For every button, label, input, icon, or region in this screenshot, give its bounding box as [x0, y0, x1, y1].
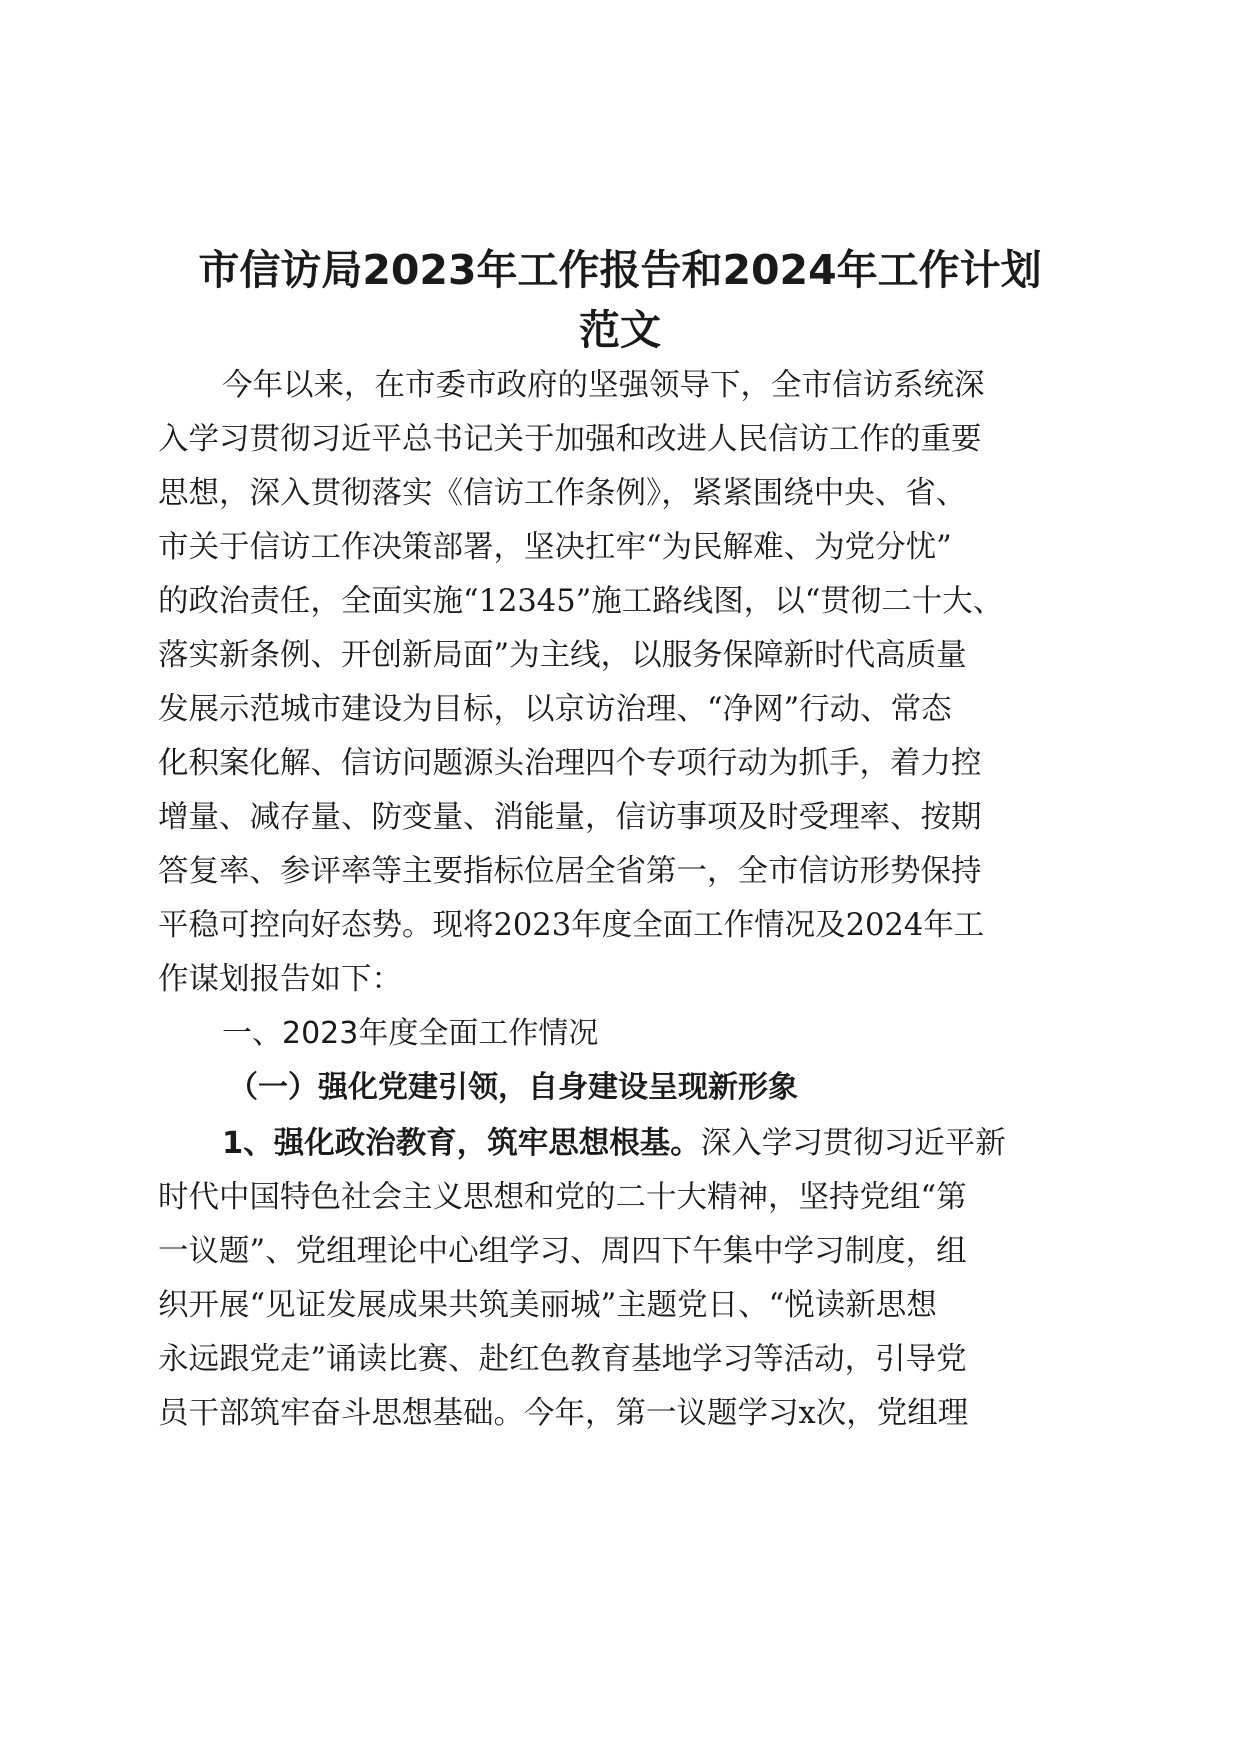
intro-line: 作谋划报告如下：	[158, 962, 402, 997]
intro-line: 答复率、参评率等主要指标位居全省第一，全市信访形势保持	[158, 854, 982, 889]
intro-line: 入学习贯彻习近平总书记关于加强和改进人民信访工作的重要	[158, 422, 982, 457]
intro-line: 今年以来，在市委市政府的坚强领导下，全市信访系统深	[222, 368, 985, 403]
document-title-line-1: 市信访局2023年工作报告和2024年工作计划	[198, 246, 1042, 294]
item-1-line: 织开展“见证发展成果共筑美丽城”主题党日、“悦读新思想	[158, 1288, 937, 1323]
subsection-heading: （一）强化党建引领，自身建设呈现新形象	[228, 1070, 798, 1105]
item-1-first-rest: 深入学习贯彻习近平新	[700, 1126, 1006, 1161]
intro-line: 的政治责任，全面实施“12345”施工路线图，以“贯彻二十大、	[158, 584, 1004, 619]
item-1-line: 员干部筑牢奋斗思想基础。今年，第一议题学习x次，党组理	[158, 1396, 969, 1431]
intro-line: 增量、减存量、防变量、消能量，信访事项及时受理率、按期	[158, 800, 982, 835]
document-title-line-2: 范文	[579, 306, 661, 354]
intro-line: 落实新条例、开创新局面”为主线，以服务保障新时代高质量	[158, 638, 967, 673]
item-1-lead: 1、强化政治教育，筑牢思想根基。	[222, 1126, 701, 1161]
intro-line: 思想，深入贯彻落实《信访工作条例》，紧紧围绕中央、省、	[158, 476, 967, 511]
item-1-line: 时代中国特色社会主义思想和党的二十大精神，坚持党组“第	[158, 1180, 967, 1215]
intro-line: 发展示范城市建设为目标，以京访治理、“净网”行动、常态	[158, 692, 952, 727]
intro-line: 市关于信访工作决策部署，坚决扛牢“为民解难、为党分忧”	[158, 530, 952, 565]
item-1-line: 永远跟党走”诵读比赛、赴红色教育基地学习等活动，引导党	[158, 1342, 967, 1377]
section-heading: 一、2023年度全面工作情况	[222, 1016, 599, 1051]
item-1-line: 一议题”、党组理论中心组学习、周四下午集中学习制度，组	[158, 1234, 967, 1269]
intro-line: 平稳可控向好态势。现将2023年度全面工作情况及2024年工	[158, 908, 985, 943]
item-1-first-line	[222, 1124, 1162, 1164]
intro-line: 化积案化解、信访问题源头治理四个专项行动为抓手，着力控	[158, 746, 982, 781]
